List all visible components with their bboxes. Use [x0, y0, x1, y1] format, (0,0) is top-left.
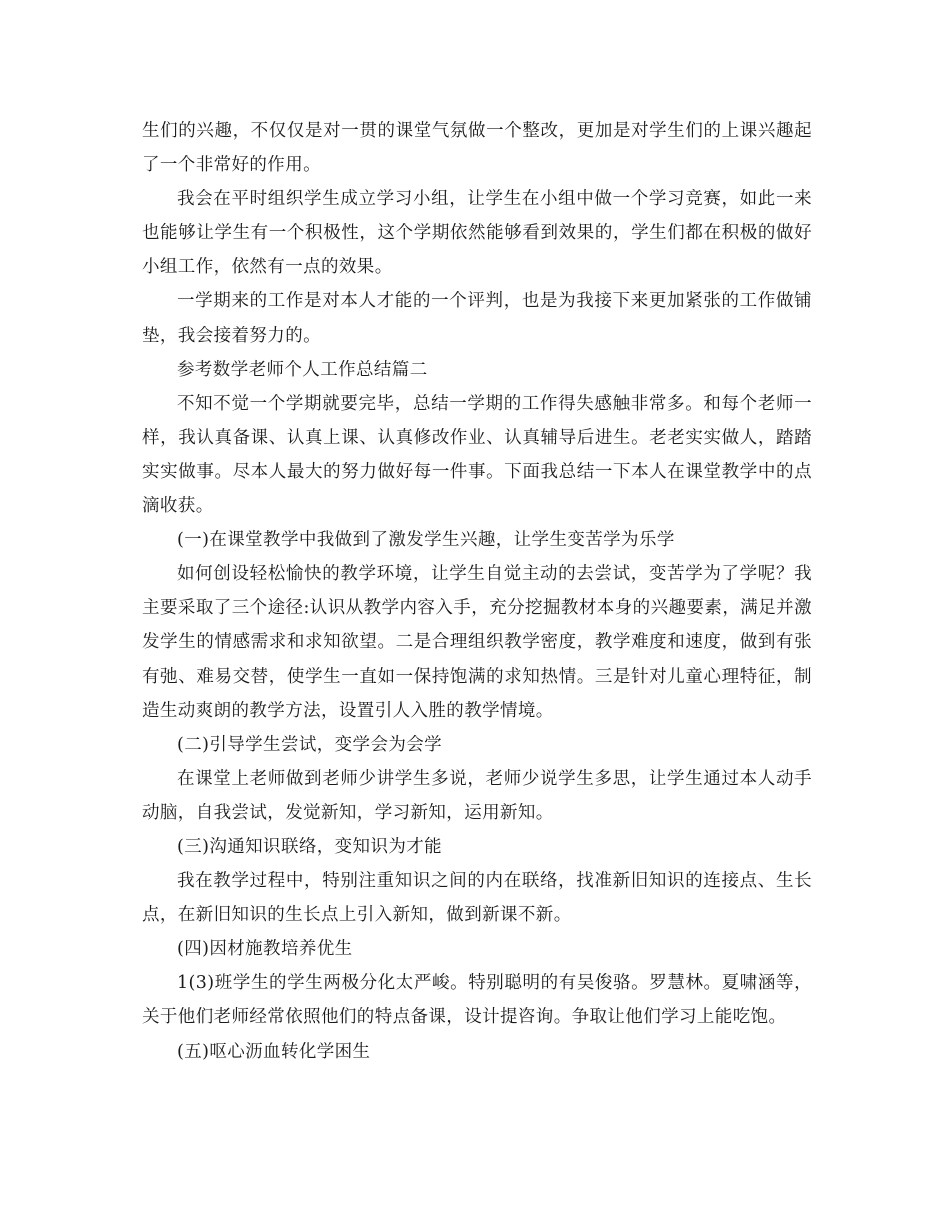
paragraph-intro: 不知不觉一个学期就要完毕，总结一学期的工作得失感触非常多。和每个老师一样，我认真备课、认真上课、认真修改作业、认真辅导后进生。老老实实做人，踏踏实实做事。尽本人最大的努力做好每一件事。下面我总结一下本人在课堂教学中的点滴收获。: [142, 393, 812, 517]
paragraph-top-students: 1(3)班学生的学生两极分化太严峻。特别聪明的有吴俊骆。罗慧林。夏啸涵等，关于他们老师经常依照他们的特点备课，设计提咨询。争取让他们学习上能吃饱。: [142, 973, 812, 1028]
paragraph-study-groups: 我会在平时组织学生成立学习小组，让学生在小组中做一个学习竞赛，如此一来也能够让学生有一个积极性，这个学期依然能够看到效果的，学生们都在积极的做好小组工作，依然有一点的效果。: [142, 189, 812, 278]
paragraph-semester-reflection: 一学期来的工作是对本人才能的一个评判，也是为我接下来更加紧张的工作做铺垫，我会接着努力的。: [142, 291, 812, 346]
heading-one: (一)在课堂教学中我做到了激发学生兴趣，让学生变苦学为乐学: [177, 530, 675, 551]
paragraph-knowledge-links: 我在教学过程中，特别注重知识之间的内在联络，找准新旧知识的连接点、生长点，在新旧知识的生长点上引入新知，做到新课不新。: [142, 871, 812, 926]
heading-five: (五)呕心沥血转化学困生: [177, 1041, 371, 1062]
heading-three: (三)沟通知识联络，变知识为才能: [177, 836, 443, 857]
heading-two: (二)引导学生尝试，变学会为会学: [177, 734, 443, 755]
paragraph-teaching-environment: 如何创设轻松愉快的教学环境，让学生自觉主动的去尝试，变苦学为了学呢？我主要采取了三个途径:认识从教学内容入手，充分挖掘教材本身的兴趣要素，满足并激发学生的情感需求和求知欲望。二是合理组织教学密度，教学难度和速度，做到有张有弛、难易交替，使学生一直如一保持饱满的求知热情。三是针对儿童心理特征，制造生动爽朗的教学方法，设置引人入胜的教学情境。: [142, 564, 812, 721]
paragraph-guide-students: 在课堂上老师做到老师少讲学生多说，老师少说学生多思，让学生通过本人动手动脑，自我尝试，发觉新知，学习新知，运用新知。: [142, 768, 812, 823]
paragraph-continuation: 生们的兴趣，不仅仅是对一贯的课堂气氛做一个整改，更加是对学生们的上课兴趣起了一个非常好的作用。: [142, 121, 812, 176]
heading-four: (四)因材施教培养优生: [177, 939, 353, 960]
section-title-part-two: 参考数学老师个人工作总结篇二: [177, 359, 428, 380]
document-body: [142, 114, 812, 1069]
